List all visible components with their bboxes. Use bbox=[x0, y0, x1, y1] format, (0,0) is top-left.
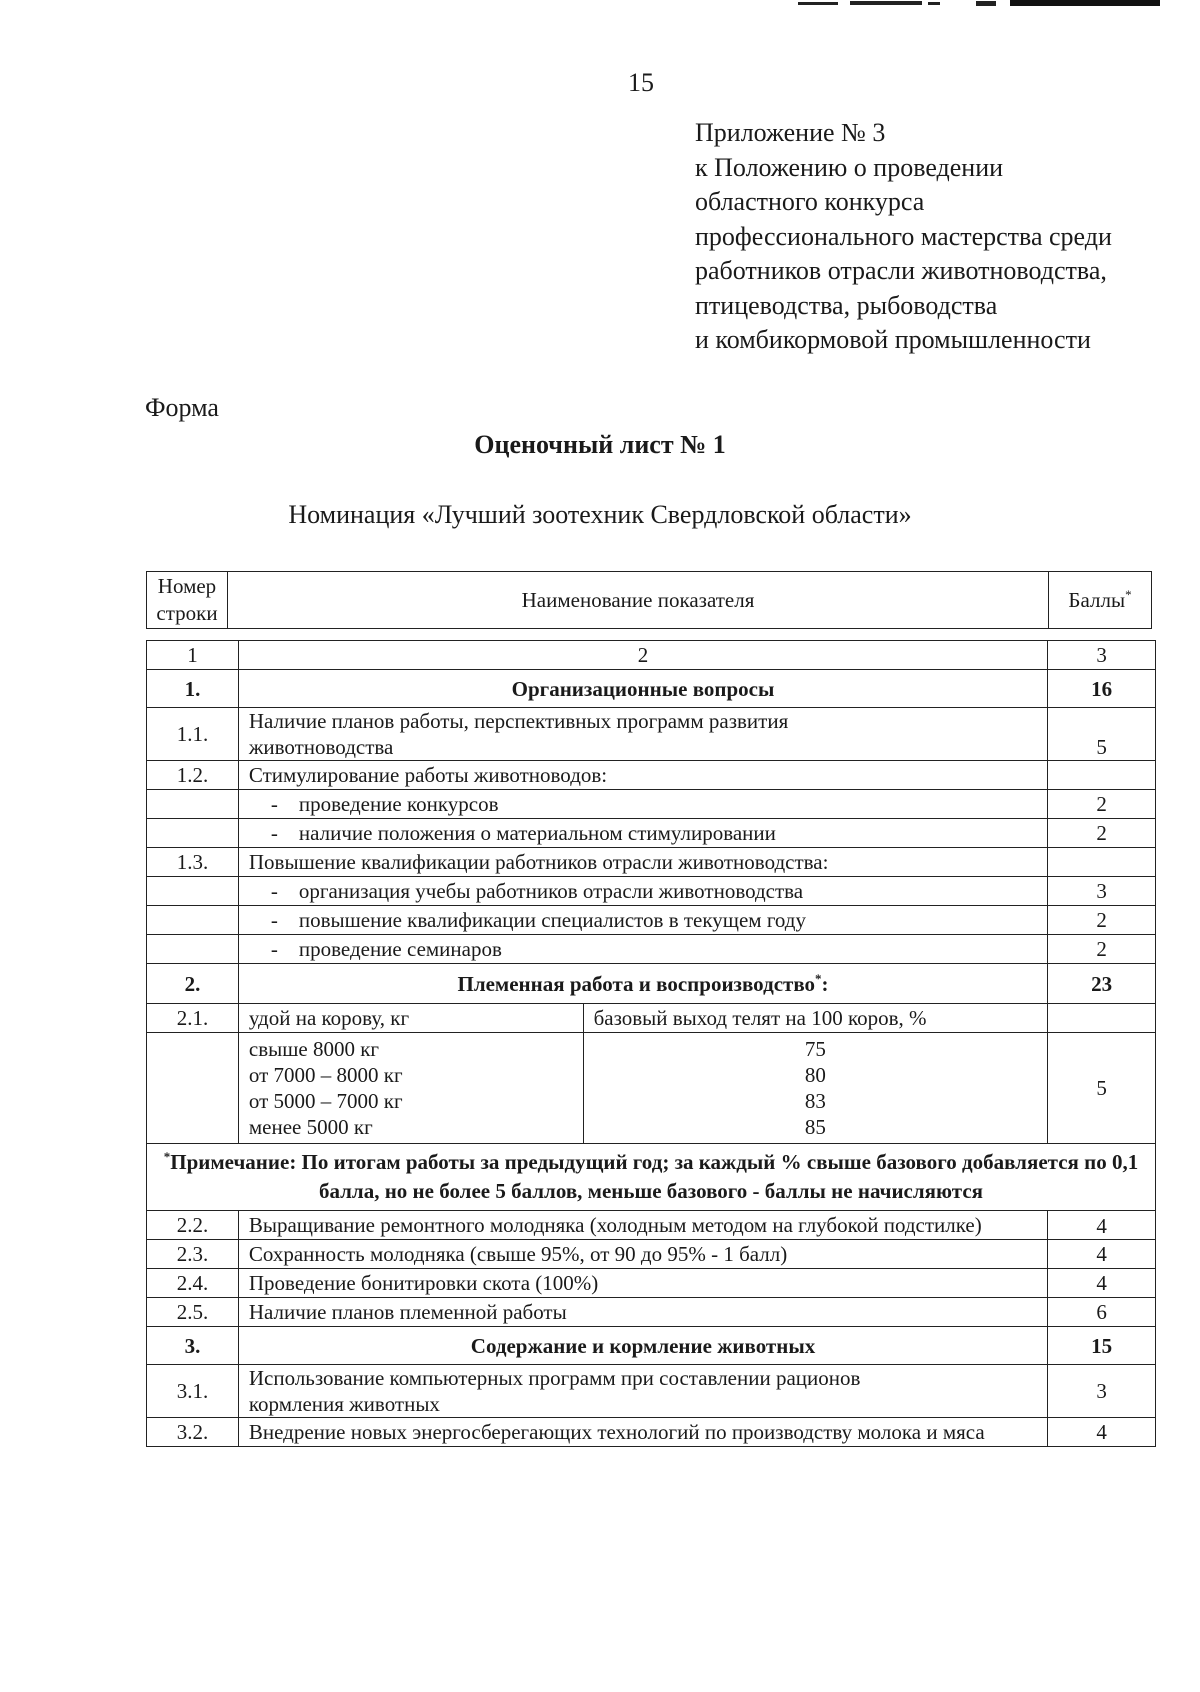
footnote-mark: * bbox=[163, 1149, 171, 1164]
row-num-empty bbox=[147, 1033, 239, 1144]
row-score: 4 bbox=[1048, 1418, 1156, 1447]
row-num bbox=[147, 935, 239, 964]
row-num bbox=[147, 906, 239, 935]
section-num: 3. bbox=[147, 1327, 239, 1365]
table-row bbox=[147, 761, 1156, 790]
appendix-line: профессионального мастерства среди bbox=[695, 221, 1112, 251]
scoring-table bbox=[146, 640, 1156, 1447]
row-num: 2.1. bbox=[147, 1004, 239, 1033]
table-row bbox=[147, 1240, 1156, 1269]
section-title: Организационные вопросы bbox=[238, 670, 1047, 708]
section-row bbox=[147, 1327, 1156, 1365]
row-score: 6 bbox=[1048, 1298, 1156, 1327]
milk-yield-list bbox=[238, 1033, 583, 1144]
section-title-cell bbox=[238, 964, 1047, 1004]
note-text: Примечание: По итогам работы за предыдущий год; за каждый % свыше базового добавляется по 0,1 балла, но не более 5 баллов, меньше базового - баллы не начисляются bbox=[170, 1150, 1139, 1203]
appendix-line: к Положению о проведении bbox=[695, 152, 1004, 182]
row-num: 2.2. bbox=[147, 1211, 239, 1240]
section-title: Племенная работа и воспроизводство bbox=[457, 971, 816, 996]
col-index: 1 bbox=[147, 641, 239, 670]
col-index: 3 bbox=[1048, 641, 1156, 670]
row-text: Наличие планов работы, перспективных программ развития животноводства bbox=[238, 708, 1047, 761]
row-score: 3 bbox=[1048, 1365, 1156, 1418]
row-text: Наличие планов племенной работы bbox=[238, 1298, 1047, 1327]
header-score: Баллы bbox=[1068, 588, 1126, 612]
section-row bbox=[147, 670, 1156, 708]
row-text: - проведение семинаров bbox=[238, 935, 1047, 964]
row-num: 1.3. bbox=[147, 848, 239, 877]
page-number: 15 bbox=[628, 68, 654, 97]
section-num: 1. bbox=[147, 670, 239, 708]
sheet-title: Оценочный лист № 1 bbox=[474, 430, 726, 459]
table-row bbox=[147, 1298, 1156, 1327]
row-text: Повышение квалификации работников отрасли животноводства: bbox=[238, 848, 1047, 877]
milk-yield-item: менее 5000 кг bbox=[248, 1115, 373, 1139]
row-num: 3.1. bbox=[147, 1365, 239, 1418]
row-text: - организация учебы работников отрасли животноводства bbox=[238, 877, 1047, 906]
appendix-line: Приложение № 3 bbox=[695, 118, 886, 147]
calves-output-header: базовый выход телят на 100 коров, % bbox=[583, 1004, 1048, 1033]
row-text: - наличие положения о материальном стимулировании bbox=[238, 819, 1047, 848]
calves-output-item: 75 bbox=[804, 1037, 826, 1061]
table-row bbox=[147, 1033, 1156, 1144]
section-score: 15 bbox=[1048, 1327, 1156, 1365]
section-title-end: : bbox=[821, 971, 829, 996]
row-score: 2 bbox=[1048, 790, 1156, 819]
row-num: 1.2. bbox=[147, 761, 239, 790]
row-text: - повышение квалификации специалистов в текущем году bbox=[238, 906, 1047, 935]
table-row bbox=[147, 1269, 1156, 1298]
header-score-cell bbox=[1049, 572, 1152, 629]
appendix-block bbox=[695, 116, 1112, 358]
row-text: Сохранность молодняка (свыше 95%, от 90 до 95% - 1 балл) bbox=[238, 1240, 1047, 1269]
header-number-cell bbox=[147, 572, 228, 629]
row-text: Внедрение новых энергосберегающих технологий по производству молока и мяса bbox=[238, 1418, 1047, 1447]
section-score: 16 bbox=[1048, 670, 1156, 708]
calves-output-item: 83 bbox=[804, 1089, 826, 1113]
calves-output-item: 85 bbox=[804, 1115, 826, 1139]
footnote-mark: * bbox=[815, 970, 822, 986]
header-name: Наименование показателя bbox=[228, 572, 1049, 629]
appendix-line: и комбикормовой промышленности bbox=[695, 325, 1091, 354]
row-score: 4 bbox=[1048, 1269, 1156, 1298]
table-row bbox=[147, 819, 1156, 848]
row-text: Выращивание ремонтного молодняка (холодным методом на глубокой подстилке) bbox=[238, 1211, 1047, 1240]
row-score bbox=[1048, 761, 1156, 790]
milk-yield-item: от 5000 – 7000 кг bbox=[248, 1089, 403, 1113]
row-text: Использование компьютерных программ при составлении рационов кормления животных bbox=[238, 1365, 1047, 1418]
row-text: Проведение бонитировки скота (100%) bbox=[238, 1269, 1047, 1298]
appendix-line: работников отрасли животноводства, bbox=[695, 256, 1107, 285]
note-cell bbox=[147, 1144, 1156, 1211]
row-score: 2 bbox=[1048, 906, 1156, 935]
section-score: 23 bbox=[1048, 964, 1156, 1004]
header-number: Номер строки bbox=[156, 574, 218, 625]
row-num: 3.2. bbox=[147, 1418, 239, 1447]
row-num bbox=[147, 819, 239, 848]
row-num bbox=[147, 877, 239, 906]
row-num bbox=[147, 790, 239, 819]
table-row bbox=[147, 848, 1156, 877]
table-row bbox=[147, 935, 1156, 964]
row-num: 2.5. bbox=[147, 1298, 239, 1327]
form-label: Форма bbox=[145, 393, 219, 422]
row-score: 4 bbox=[1048, 1211, 1156, 1240]
row-score-empty bbox=[1048, 1004, 1156, 1033]
table-row bbox=[147, 641, 1156, 670]
calves-output-item: 80 bbox=[804, 1063, 826, 1087]
appendix-line: птицеводства, рыбоводства bbox=[695, 290, 998, 320]
footnote-mark: * bbox=[1125, 587, 1132, 602]
milk-yield-item: от 7000 – 8000 кг bbox=[248, 1063, 403, 1087]
row-score: 3 bbox=[1048, 877, 1156, 906]
table-row bbox=[147, 790, 1156, 819]
section-row bbox=[147, 964, 1156, 1004]
milk-yield-item: свыше 8000 кг bbox=[248, 1037, 380, 1061]
row-score: 5 bbox=[1048, 1033, 1156, 1144]
table-row bbox=[147, 1418, 1156, 1447]
table-row bbox=[147, 1211, 1156, 1240]
row-num: 2.4. bbox=[147, 1269, 239, 1298]
table-row bbox=[147, 1365, 1156, 1418]
row-text: - проведение конкурсов bbox=[238, 790, 1047, 819]
appendix-line: областного конкурса bbox=[695, 187, 925, 216]
header-table bbox=[146, 571, 1152, 629]
calves-output-list bbox=[583, 1033, 1048, 1144]
table-row bbox=[147, 877, 1156, 906]
row-score bbox=[1048, 848, 1156, 877]
row-text: Стимулирование работы животноводов: bbox=[238, 761, 1047, 790]
row-score: 5 bbox=[1048, 708, 1156, 761]
section-title: Содержание и кормление животных bbox=[238, 1327, 1047, 1365]
milk-yield-header: удой на корову, кг bbox=[238, 1004, 583, 1033]
scan-artifact bbox=[780, 0, 1200, 12]
row-score: 2 bbox=[1048, 819, 1156, 848]
note-row bbox=[147, 1144, 1156, 1211]
section-num: 2. bbox=[147, 964, 239, 1004]
row-score: 2 bbox=[1048, 935, 1156, 964]
nomination-title: Номинация «Лучший зоотехник Свердловской области» bbox=[288, 500, 912, 529]
col-index: 2 bbox=[238, 641, 1047, 670]
row-num: 2.3. bbox=[147, 1240, 239, 1269]
table-row bbox=[147, 906, 1156, 935]
table-row bbox=[147, 708, 1156, 761]
row-score: 4 bbox=[1048, 1240, 1156, 1269]
row-num: 1.1. bbox=[147, 708, 239, 761]
table-row bbox=[147, 1004, 1156, 1033]
